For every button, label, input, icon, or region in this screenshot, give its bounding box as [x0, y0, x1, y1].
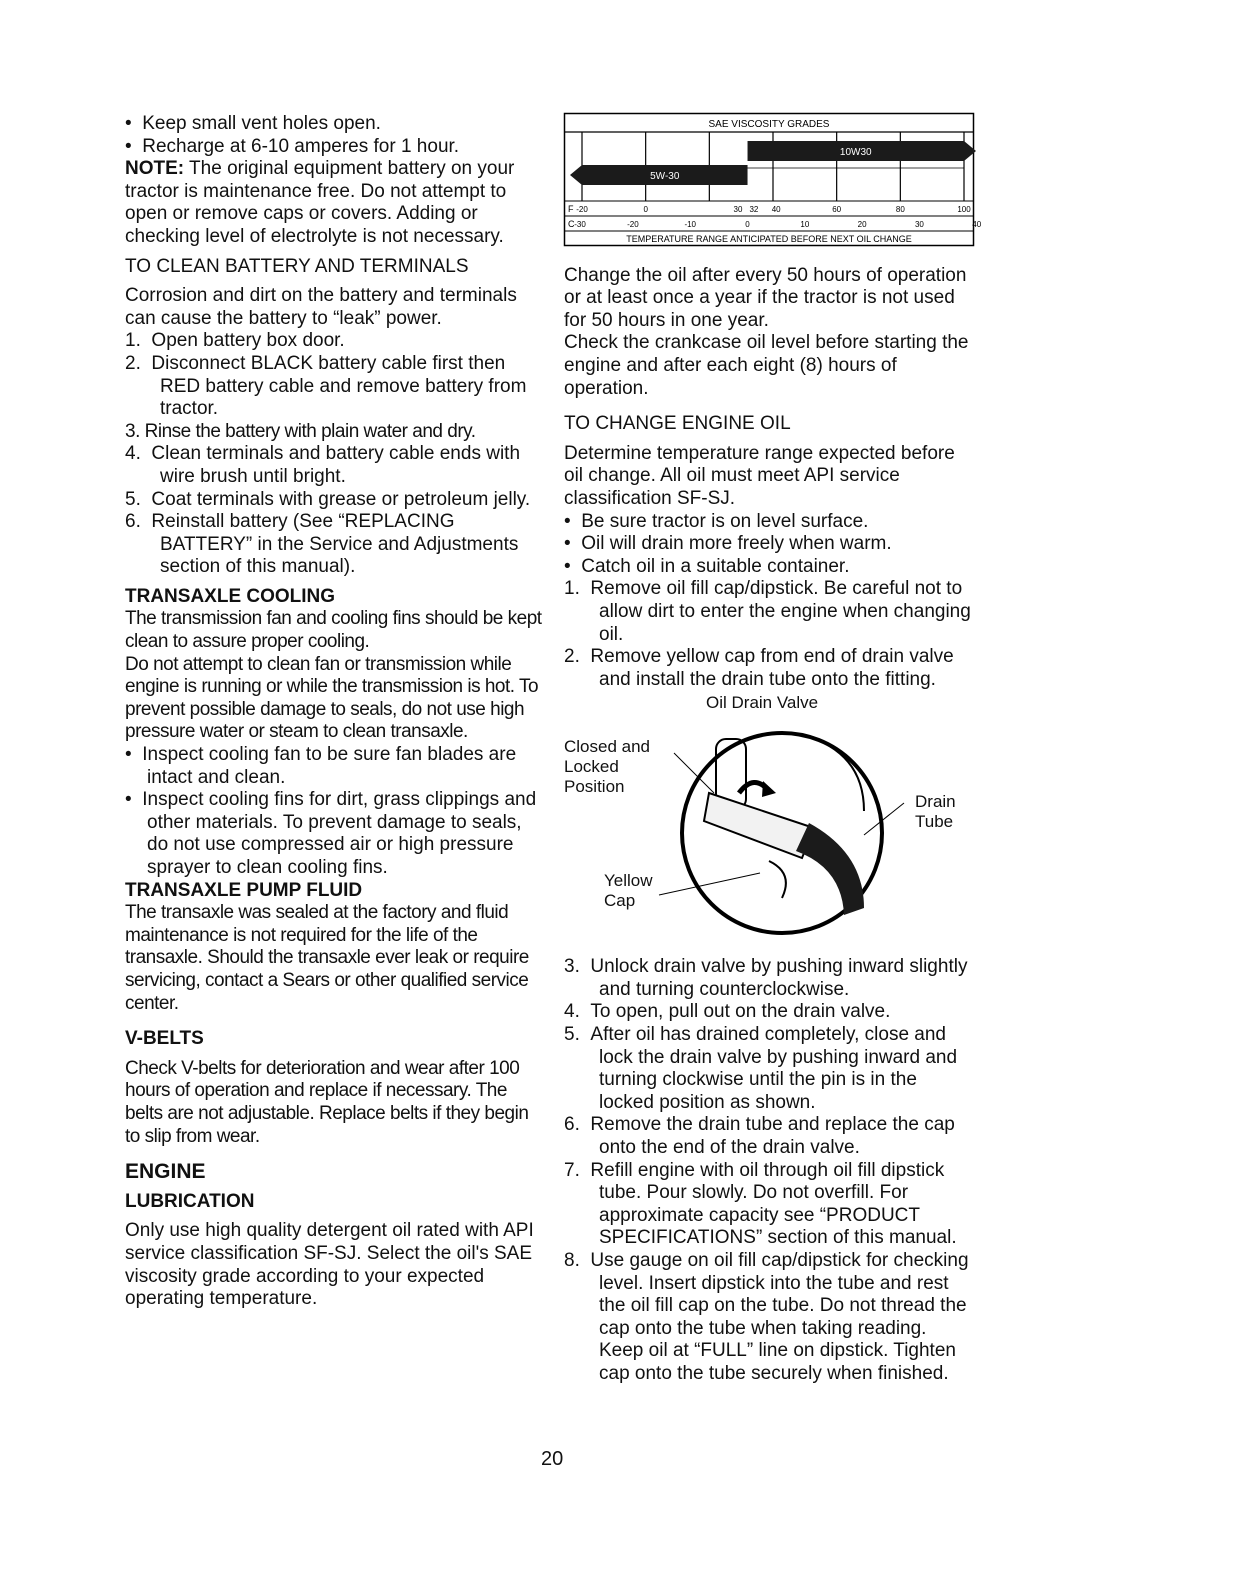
list-item: • Oil will drain more freely when warm.: [564, 533, 892, 555]
arrow-head-icon: [762, 781, 776, 797]
clean-battery-intro: Corrosion and dirt on the battery and terminals can cause the battery to “leak” power.: [125, 285, 517, 329]
list-item: 1. Open battery box door.: [125, 330, 345, 352]
f-tick-label: 60: [832, 205, 842, 214]
list-item: 6. Reinstall battery (See “REPLACING BATTERY” in the Service and Adjustments section of this manual).: [125, 511, 519, 578]
right-column: [564, 113, 982, 1386]
vbelts-heading: V-BELTS: [125, 1028, 204, 1050]
determine-temperature-text: Determine temperature range expected before oil change. All oil must meet API service classification SF-SJ.: [564, 442, 955, 509]
list-item: 8. Use gauge on oil fill cap/dipstick for checking level. Insert dipstick into the tube and rest the oil fill cap on the tube. Do not thread the cap onto the tube when taking reading. Keep oil at “FULL” line on dipstick. Tighten cap onto the tube securely when finished.: [564, 1250, 969, 1384]
c-tick-label: -30: [574, 220, 586, 229]
list-item: 5. After oil has drained completely, close and lock the drain valve by pushing inward and turning clockwise until the pin is in the locked position as shown.: [564, 1024, 958, 1113]
cooling-paragraph-2: Do not attempt to clean fan or transmission while engine is running or while the transmission is hot. To prevent possible damage to seals, do not use high pressure water or steam to clean transaxle.: [125, 653, 539, 743]
yellow-cap-tether: [769, 861, 786, 898]
oil-change-interval: Change the oil after every 50 hours of operation or at least once a year if the tractor is not used for 50 hours in one year.: [564, 264, 967, 331]
drain-tube-label: Drain Tube: [915, 792, 956, 832]
list-item: 2. Disconnect BLACK battery cable first then RED battery cable and remove battery from tractor.: [125, 352, 527, 420]
oil-level-check: Check the crankcase oil level before starting the engine and after each eight (8) hours of operation.: [564, 332, 969, 399]
list-item: 4. To open, pull out on the drain valve.: [564, 1001, 891, 1023]
c-tick-label: 10: [800, 220, 810, 229]
f-tick-label: 0: [643, 205, 648, 214]
lubrication-heading: LUBRICATION: [125, 1190, 255, 1212]
oil-drain-valve-figure: [564, 693, 976, 953]
pump-fluid-text: The transaxle was sealed at the factory and fluid maintenance is not required for the life of the transaxle. Should the transaxle ever leak or require servicing, contact a Sears or other qualified service center.: [125, 902, 529, 1014]
c-axis-label: C: [568, 219, 575, 229]
yellow-cap-label: Yellow Cap: [604, 871, 653, 911]
f-axis-label: F: [568, 204, 574, 214]
drain-leader-line: [864, 803, 904, 835]
transaxle-pump-heading: TRANSAXLE PUMP FLUID: [125, 879, 363, 901]
chart-footer: TEMPERATURE RANGE ANTICIPATED BEFORE NEXT OIL CHANGE: [626, 234, 912, 244]
engine-heading: ENGINE: [125, 1160, 206, 1184]
chart-title: SAE VISCOSITY GRADES: [708, 119, 830, 130]
sae-viscosity-chart: [564, 113, 982, 246]
viscosity-range-label: 5W-30: [650, 171, 680, 182]
drain-tube: [796, 823, 864, 915]
f-tick-labels: [576, 205, 971, 214]
c-tick-label: -20: [627, 220, 639, 229]
list-item: 4. Clean terminals and battery cable ends with wire brush until bright.: [125, 443, 521, 487]
yellow-leader-line: [659, 873, 760, 895]
list-item: 3. Unlock drain valve by pushing inward slightly and turning counterclockwise.: [564, 956, 968, 1000]
c-tick-label: 30: [914, 220, 924, 229]
list-item: 7. Refill engine with oil through oil fill dipstick tube. Pour slowly. Do not overfill. For approximate capacity see “PRODUCT SPECIFICATIONS” section of this manual.: [564, 1159, 957, 1249]
recharge-bullet: • Recharge at 6-10 amperes for 1 hour.: [125, 135, 460, 157]
page-number: 20: [541, 1448, 564, 1470]
cooling-fins-bullet: • Inspect cooling fins for dirt, grass clippings and other materials. To prevent damage to seals, do not use compressed air or high pressure sprayer to clean cooling fins.: [125, 789, 537, 878]
f-tick-label: 30: [733, 205, 743, 214]
list-item: 1. Remove oil fill cap/dipstick. Be careful not to allow dirt to enter the engine when changing oil.: [564, 578, 971, 645]
c-tick-labels: [574, 220, 982, 229]
c-tick-label: 20: [857, 220, 867, 229]
figure-title: Oil Drain Valve: [706, 693, 819, 713]
list-item: • Catch oil in a suitable container.: [564, 555, 850, 577]
battery-note: NOTE: The original equipment battery on your tractor is maintenance free. Do not attempt to open or remove caps or covers. Adding or checking level of electrolyte is not necessary.: [125, 158, 515, 247]
list-item: 5. Coat terminals with grease or petroleum jelly.: [125, 488, 531, 510]
lubrication-text: Only use high quality detergent oil rated with API service classification SF-SJ. Select the oil's SAE viscosity grade according to your expected operating temperature.: [125, 1220, 534, 1310]
closed-locked-label: Closed and Locked Position: [564, 737, 651, 797]
f-tick-label: -20: [576, 205, 588, 214]
list-item: • Be sure tractor is on level surface.: [564, 510, 869, 532]
clean-battery-heading: TO CLEAN BATTERY AND TERMINALS: [125, 255, 469, 277]
clean-battery-steps: [125, 330, 545, 579]
f-tick-label: 40: [771, 205, 781, 214]
change-engine-oil-heading: TO CHANGE ENGINE OIL: [564, 413, 791, 435]
transaxle-cooling-heading: TRANSAXLE COOLING: [125, 585, 336, 607]
f-tick-label: 100: [957, 205, 971, 214]
cooling-paragraph-1: The transmission fan and cooling fins should be kept clean to assure proper cooling.: [125, 608, 542, 653]
cooling-fan-bullet: • Inspect cooling fan to be sure fan blades are intact and clean.: [125, 744, 517, 788]
vent-holes-bullet: • Keep small vent holes open.: [125, 113, 381, 134]
viscosity-range-label: 10W30: [839, 147, 872, 158]
list-item: 6. Remove the drain tube and replace the cap onto the end of the drain valve.: [564, 1114, 955, 1159]
c-tick-label: 0: [745, 220, 750, 229]
list-item: 2. Remove yellow cap from end of drain valve and install the drain tube onto the fitting.: [564, 646, 954, 690]
c-tick-label: -10: [684, 220, 697, 229]
f-tick-label: 80: [895, 205, 905, 214]
c-tick-label: 40: [972, 220, 982, 229]
left-column: [125, 113, 545, 1311]
f-tick-label: 32: [749, 205, 759, 214]
list-item: 3. Rinse the battery with plain water and dry.: [125, 420, 476, 442]
vbelts-text: Check V-belts for deterioration and wear after 100 hours of operation and replace if necessary. The belts are not adjustable. Replace belts if they begin to slip from wear.: [125, 1057, 529, 1147]
